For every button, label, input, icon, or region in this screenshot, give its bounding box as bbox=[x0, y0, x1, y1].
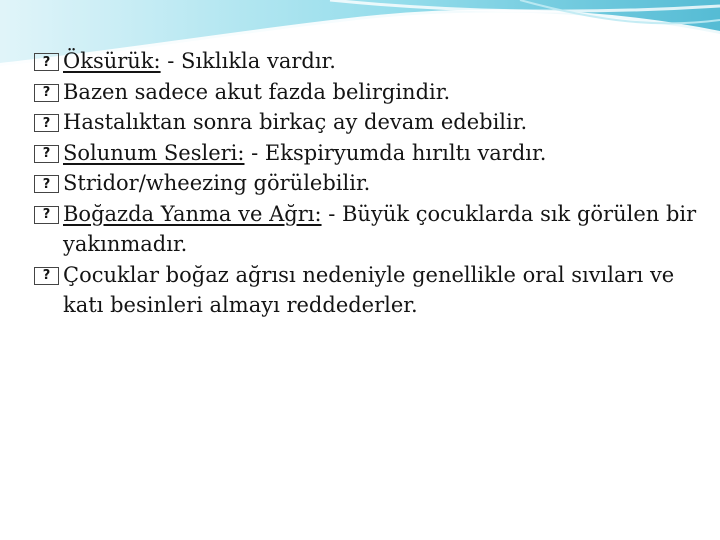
list-item-term: Boğazda Yanma ve Ağrı: bbox=[63, 201, 322, 226]
list-item bbox=[34, 77, 704, 108]
list-item-text: Çocuklar boğaz ağrısı nedeniyle genellikle oral sıvıları ve katı besinleri almayı reddederler. bbox=[63, 262, 675, 317]
list-item bbox=[34, 199, 704, 260]
list-item-text: Stridor/wheezing görülebilir. bbox=[63, 171, 371, 195]
slide-content bbox=[34, 46, 704, 321]
list-item-text: - Sıklıkla vardır. bbox=[160, 49, 336, 73]
list-item bbox=[34, 107, 704, 138]
bullet-icon: ? bbox=[34, 114, 59, 132]
list-item bbox=[34, 138, 704, 169]
bullet-icon: ? bbox=[34, 267, 59, 285]
list-item bbox=[34, 260, 704, 321]
list-item-text: Bazen sadece akut fazda belirgindir. bbox=[63, 79, 451, 104]
list-item-term: Öksürük: bbox=[63, 49, 161, 73]
list-item-text: - Ekspiryumda hırıltı vardır. bbox=[244, 140, 547, 165]
bullet-icon: ? bbox=[34, 175, 59, 193]
list-item bbox=[34, 168, 704, 199]
list-item-text: Hastalıktan sonra birkaç ay devam edebilir. bbox=[63, 110, 528, 134]
bullet-icon: ? bbox=[34, 84, 59, 102]
list-item bbox=[34, 46, 704, 77]
bullet-icon: ? bbox=[34, 53, 59, 71]
list-item-term: Solunum Sesleri: bbox=[63, 140, 245, 165]
bullet-icon: ? bbox=[34, 145, 59, 163]
bullet-icon: ? bbox=[34, 206, 59, 224]
list-item-text: - Büyük çocuklarda sık görülen bir yakınmadır. bbox=[63, 201, 697, 256]
